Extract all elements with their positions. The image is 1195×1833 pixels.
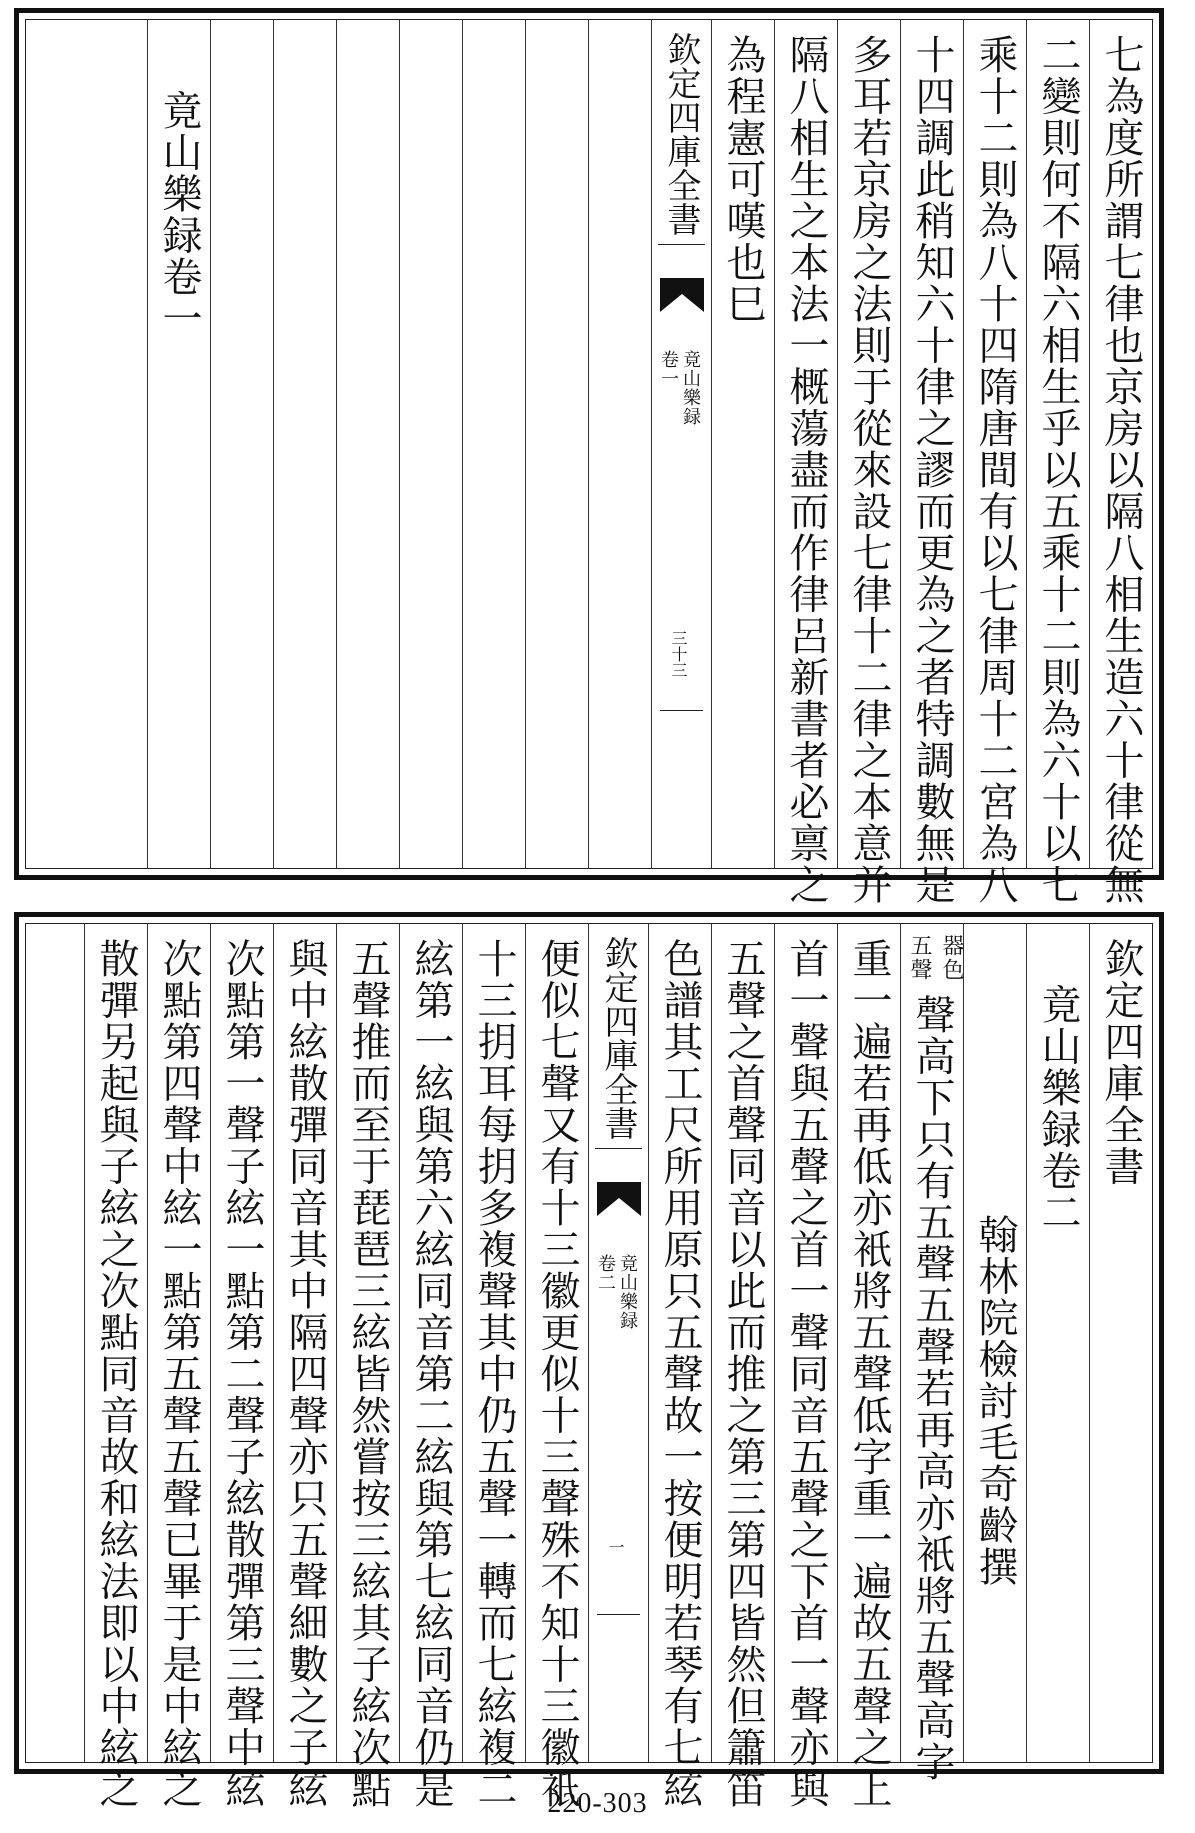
note-line: 五聲 [907,934,932,982]
column-text: 聲高下只有五聲五聲若再高亦衹將五聲高字 [909,994,955,1783]
column-text: 便似七聲又有十三徽更似十三聲殊不知十三徽衹 [534,938,580,1810]
author-column [963,924,1026,1762]
blank-column [210,20,273,868]
text-column [837,20,900,906]
blank-column [273,20,336,868]
fishtail-mark-icon [660,278,704,312]
text-column [399,924,462,1810]
author-byline: 翰林院檢討毛奇齡撰 [972,1214,1018,1588]
column-text: 次點第一聲子絃一點第二聲子絃散彈第三聲中絃 [219,938,265,1810]
column-text: 與中絃散彈同音其中隔四聲亦只五聲細數之子絃 [282,938,328,1810]
margin-column [46,924,84,1762]
center-rule [660,710,703,711]
text-column [900,20,963,906]
center-title: 欽定四庫全書 [595,936,642,1149]
volume-title: 竟山樂録卷二 [1035,984,1081,1233]
column-text: 次點第四聲中絃一點第五聲五聲已畢于是中絃之 [156,938,202,1810]
text-column [837,924,900,1810]
column-text: 五聲推而至于琵琶三絃皆然嘗按三絃其子絃次點 [345,938,391,1810]
column-text: 二變則何不隔六相生乎以五乘十二則為六十以七 [1035,34,1081,906]
text-column [900,924,964,1783]
book-title: 欽定四庫全書 [1098,938,1144,1187]
center-fold [588,924,648,1762]
text-column [147,924,210,1810]
text-column [1089,20,1152,906]
volume-title-column [1026,924,1089,1762]
blank-column [462,20,525,868]
center-book-title: 竟山樂録 [680,350,701,426]
text-column [273,924,336,1810]
column-text: 十四調此稍知六十律之謬而更為之者特調數無是 [909,34,955,906]
center-title: 欽定四庫全書 [658,32,705,245]
top-page [14,8,1164,906]
fishtail-mark-icon [597,1182,641,1216]
text-column [525,924,588,1810]
end-title: 竟山樂録卷一 [156,90,202,339]
center-volume: 卷二 [595,1254,616,1292]
text-column [336,924,399,1810]
text-column [462,924,525,1810]
text-column [774,924,837,1810]
center-rule [597,1614,640,1615]
column-text: 絃第一絃與第六絃同音第二絃與第七絃同音仍是 [408,938,454,1810]
center-volume: 卷一 [658,350,679,388]
small-note [905,934,965,982]
text-column [774,20,837,906]
column-text: 乘十二則為八十四隋唐間有以七律周十二宮為八 [972,34,1018,906]
blank-column [336,20,399,868]
column-text: 七為度所謂七律也京房以隔八相生造六十律從無 [1098,34,1144,906]
column-text: 多耳若京房之法則于從來設七律十二律之本意并 [846,34,892,906]
margin-column [109,20,147,868]
center-folio: 三十三 [669,630,688,678]
center-folio: 一 [606,1539,625,1555]
text-column [711,20,774,868]
column-text: 散彈另起與子絃之次點同音故和絃法即以中絃之 [93,938,139,1810]
column-text: 五聲之首聲同音以此而推之第三第四皆然但簫笛 [720,938,766,1810]
page-number: 220-303 [547,1788,648,1819]
text-column [210,924,273,1810]
blank-column [525,20,588,868]
blank-column [399,20,462,868]
column-text: 為程憲可嘆也巳 [720,34,766,325]
top-page-frame [25,19,1153,906]
note-line: 器色 [939,934,964,982]
title-column [1089,924,1152,1762]
text-column [1026,20,1089,906]
text-column [711,924,774,1810]
column-text: 色譜其工尺所用原只五聲故一按便明若琴有七絃 [657,938,703,1810]
blank-column [588,20,651,868]
column-text: 重一遍若再低亦衹將五聲低字重一遍故五聲之上 [846,938,892,1810]
text-column [648,924,711,1810]
center-book-title: 竟山樂録 [617,1254,638,1330]
text-column [963,20,1026,906]
column-text: 隔八相生之本法一概蕩盡而作律呂新書者必禀之 [783,34,829,906]
text-column [84,924,147,1810]
end-title-column [147,20,210,868]
column-text: 首一聲與五聲之首一聲同音五聲之下首一聲亦與 [783,938,829,1810]
column-text: 十三抈耳每抈多複聲其中仍五聲一轉而七絃複二 [471,938,517,1810]
top-page-columns [26,20,1152,906]
center-fold [651,20,711,868]
